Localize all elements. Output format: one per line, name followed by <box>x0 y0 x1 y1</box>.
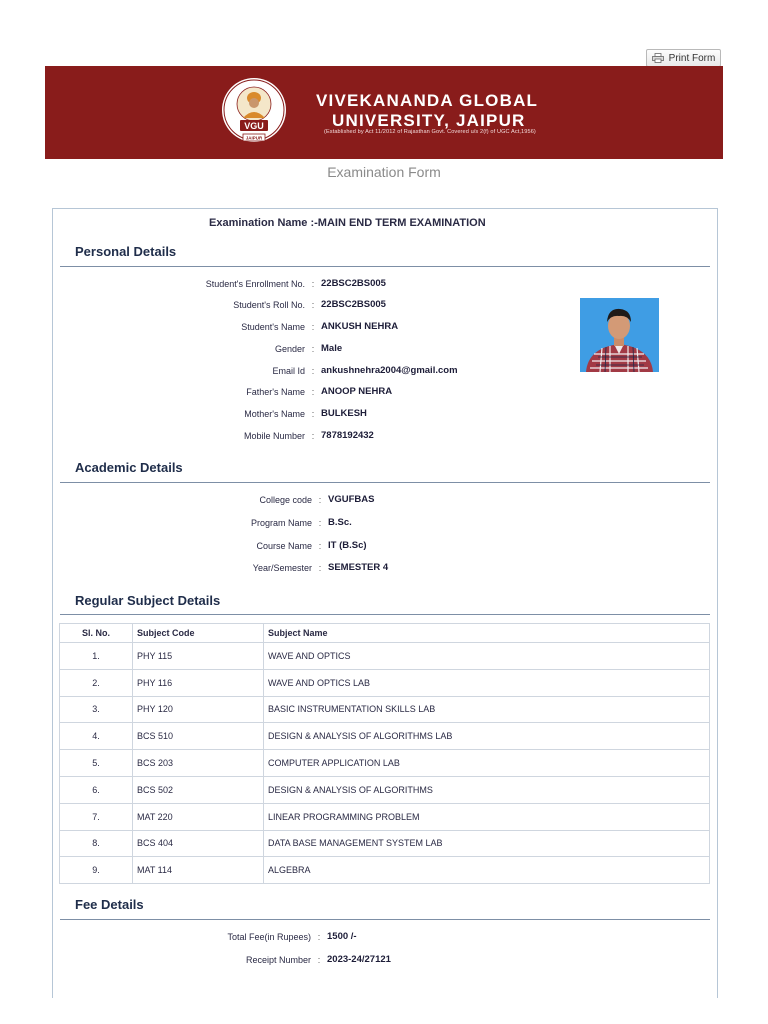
column-header: Subject Name <box>264 624 710 643</box>
table-row <box>60 643 710 670</box>
logo-city-text: JAIPUR <box>245 135 263 141</box>
field-value: 2023-24/27121 <box>327 954 391 965</box>
section-title-fees: Fee Details <box>75 897 144 912</box>
field-value: 22BSC2BS005 <box>321 299 386 310</box>
table-cell: COMPUTER APPLICATION LAB <box>264 750 710 777</box>
table-cell: WAVE AND OPTICS LAB <box>264 669 710 696</box>
table-cell: DESIGN & ANALYSIS OF ALGORITHMS LAB <box>264 723 710 750</box>
field-gender: Gender : Male <box>150 343 342 354</box>
section-title-academic: Academic Details <box>75 460 183 475</box>
table-cell: PHY 120 <box>133 696 264 723</box>
logo-vgu-text: VGU <box>244 121 264 131</box>
table-cell: BCS 203 <box>133 750 264 777</box>
field-receipt-number: Receipt Number : 2023-24/27121 <box>150 954 391 965</box>
table-row <box>60 857 710 884</box>
table-cell: BCS 502 <box>133 776 264 803</box>
university-name <box>316 91 538 131</box>
section-divider <box>60 919 710 920</box>
table-row <box>60 803 710 830</box>
field-value: VGUFBAS <box>328 494 375 505</box>
table-row <box>60 696 710 723</box>
exam-name: Examination Name :-MAIN END TERM EXAMINATION <box>209 217 486 229</box>
table-cell: ALGEBRA <box>264 857 710 884</box>
field-year-semester: Year/Semester : SEMESTER 4 <box>150 562 388 573</box>
university-establishment-note: (Established by Act 11/2012 of Rajasthan Govt. Covered u/s 2(f) of UGC Act,1956) <box>324 129 536 135</box>
field-value: 1500 /- <box>327 931 357 942</box>
field-enrollment: Student's Enrollment No. : 22BSC2BS005 <box>150 278 386 289</box>
student-photo <box>580 298 659 372</box>
table-cell: BCS 404 <box>133 830 264 857</box>
table-cell: MAT 220 <box>133 803 264 830</box>
field-mobile: Mobile Number : 7878192432 <box>150 430 374 441</box>
table-row <box>60 830 710 857</box>
table-cell: 2. <box>60 669 133 696</box>
printer-icon <box>652 53 664 63</box>
print-form-label: Print Form <box>668 52 716 64</box>
university-banner <box>45 66 723 159</box>
field-label: College code <box>259 494 312 505</box>
field-label: Course Name <box>256 540 312 551</box>
field-value: 7878192432 <box>321 430 374 441</box>
field-value: ankushnehra2004@gmail.com <box>321 365 458 376</box>
table-cell: DESIGN & ANALYSIS OF ALGORITHMS <box>264 776 710 803</box>
table-cell: 1. <box>60 643 133 670</box>
field-label: Year/Semester <box>252 562 312 573</box>
table-cell: WAVE AND OPTICS <box>264 643 710 670</box>
table-header-row <box>60 624 710 643</box>
subjects-table <box>59 623 710 884</box>
field-value: IT (B.Sc) <box>328 540 367 551</box>
section-title-subjects: Regular Subject Details <box>75 593 221 608</box>
section-divider <box>60 614 710 615</box>
table-row <box>60 669 710 696</box>
field-label: Student's Name <box>241 321 305 332</box>
table-cell: 6. <box>60 776 133 803</box>
field-total-fee: Total Fee(in Rupees) : 1500 /- <box>150 931 357 942</box>
field-label: Student's Roll No. <box>233 299 305 310</box>
print-form-button[interactable] <box>646 49 721 67</box>
column-header: Sl. No. <box>60 624 133 643</box>
table-cell: 7. <box>60 803 133 830</box>
field-value: Male <box>321 343 343 354</box>
table-cell: 4. <box>60 723 133 750</box>
table-cell: PHY 116 <box>133 669 264 696</box>
table-cell: PHY 115 <box>133 643 264 670</box>
field-label: Mother's Name <box>244 408 305 419</box>
section-title-personal: Personal Details <box>75 244 177 259</box>
section-divider <box>60 482 710 483</box>
field-label: Email Id <box>272 365 305 376</box>
table-row <box>60 776 710 803</box>
table-cell: 5. <box>60 750 133 777</box>
field-mother-name: Mother's Name : BULKESH <box>150 408 367 419</box>
field-father-name: Father's Name : ANOOP NEHRA <box>150 386 392 397</box>
section-divider <box>60 266 710 267</box>
table-cell: 8. <box>60 830 133 857</box>
table-cell: BCS 510 <box>133 723 264 750</box>
field-label: Gender <box>274 343 305 354</box>
university-logo <box>218 76 290 148</box>
university-name-line2: UNIVERSITY, JAIPUR <box>332 111 526 130</box>
field-course-name: Course Name : IT (B.Sc) <box>150 540 367 551</box>
field-label: Mobile Number <box>243 430 305 441</box>
field-value: ANOOP NEHRA <box>321 386 393 397</box>
field-student-name: Student's Name : ANKUSH NEHRA <box>150 321 398 332</box>
field-label: Program Name <box>250 517 312 528</box>
field-value: B.Sc. <box>328 517 352 528</box>
field-label: Total Fee(in Rupees) <box>227 931 311 942</box>
field-value: SEMESTER 4 <box>328 562 389 573</box>
field-email: Email Id : ankushnehra2004@gmail.com <box>150 365 458 376</box>
table-cell: DATA BASE MANAGEMENT SYSTEM LAB <box>264 830 710 857</box>
table-cell: 9. <box>60 857 133 884</box>
table-cell: LINEAR PROGRAMMING PROBLEM <box>264 803 710 830</box>
table-cell: BASIC INSTRUMENTATION SKILLS LAB <box>264 696 710 723</box>
table-cell: 3. <box>60 696 133 723</box>
field-value: BULKESH <box>321 408 367 419</box>
page-title: Examination Form <box>327 164 441 180</box>
field-label: Student's Enrollment No. <box>205 278 305 289</box>
field-value: ANKUSH NEHRA <box>321 321 399 332</box>
table-row <box>60 723 710 750</box>
field-roll-no: Student's Roll No. : 22BSC2BS005 <box>150 299 386 310</box>
field-label: Father's Name <box>246 386 305 397</box>
table-row <box>60 750 710 777</box>
table-cell: MAT 114 <box>133 857 264 884</box>
field-label: Receipt Number <box>245 954 311 965</box>
field-college-code: College code : VGUFBAS <box>150 494 374 505</box>
field-value: 22BSC2BS005 <box>321 278 386 289</box>
field-program-name: Program Name : B.Sc. <box>150 517 352 528</box>
university-name-line1: VIVEKANANDA GLOBAL <box>316 91 539 110</box>
column-header: Subject Code <box>133 624 264 643</box>
